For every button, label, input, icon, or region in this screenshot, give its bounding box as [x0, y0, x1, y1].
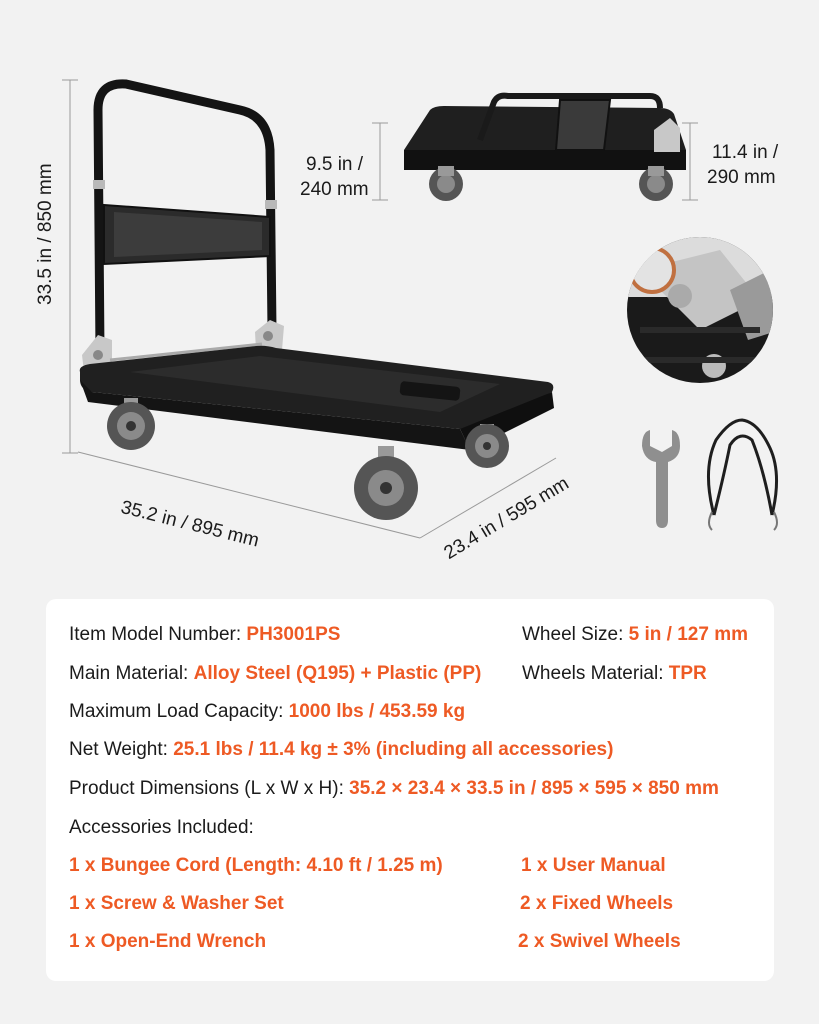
- spec-value: Alloy Steel (Q195) + Plastic (PP): [193, 663, 482, 684]
- spec-net-weight: [69, 738, 613, 762]
- accessory-item: 1 x Open-End Wrench: [69, 931, 267, 952]
- bungee-cord-icon: [708, 420, 777, 530]
- spec-label: Product Dimensions (L x W x H):: [69, 778, 350, 799]
- spec-label: Wheels Material:: [522, 663, 669, 684]
- spec-label: Net Weight:: [69, 739, 174, 760]
- spec-card: [46, 599, 774, 981]
- spec-label: Wheel Size:: [522, 624, 629, 645]
- accessories-heading: Accessories Included:: [69, 817, 254, 838]
- spec-value: 35.2 × 23.4 × 33.5 in / 895 × 595 × 850 mm: [349, 778, 719, 799]
- cart-folded: [404, 96, 686, 201]
- length-dimension-label: 35.2 in / 895 mm: [118, 496, 262, 552]
- folded-length-label-1: 11.4 in /: [712, 142, 779, 163]
- wheel: [465, 424, 509, 468]
- spec-load-capacity: [69, 700, 465, 724]
- accessory-item: 1 x Screw & Washer Set: [69, 893, 284, 914]
- folded-length-label-2: 290 mm: [707, 167, 776, 188]
- width-dimension-label: 23.4 in / 595 mm: [440, 472, 573, 564]
- accessory-item: 1 x User Manual: [521, 855, 666, 876]
- spec-wheel-size: [522, 623, 748, 647]
- spec-dimensions: [69, 777, 719, 801]
- wheel: [354, 446, 418, 520]
- accessory-item: 1 x Bungee Cord (Length: 4.10 ft / 1.25 m): [69, 855, 443, 876]
- spec-label: Item Model Number:: [69, 624, 247, 645]
- spec-model: [69, 623, 340, 647]
- spec-value: TPR: [668, 663, 707, 684]
- spec-value: 1000 lbs / 453.59 kg: [288, 701, 466, 722]
- accessory-item: 2 x Fixed Wheels: [520, 893, 674, 914]
- folded-height-label-2: 240 mm: [300, 179, 369, 200]
- spec-label: Main Material:: [69, 663, 194, 684]
- spec-value: PH3001PS: [246, 624, 341, 645]
- spec-label: Maximum Load Capacity:: [69, 701, 289, 722]
- spec-main-material: [69, 662, 481, 686]
- spec-value: 5 in / 127 mm: [628, 624, 748, 645]
- wrench-icon: [642, 430, 680, 528]
- spec-value: 25.1 lbs / 11.4 kg ± 3% (including all accessories): [173, 739, 614, 760]
- folded-height-label-1: 9.5 in /: [306, 154, 364, 175]
- spec-wheels-material: [522, 662, 707, 686]
- height-dimension-label: 33.5 in / 850 mm: [35, 163, 56, 305]
- hinge-detail-circle: [627, 237, 780, 383]
- accessory-item: 2 x Swivel Wheels: [518, 931, 681, 952]
